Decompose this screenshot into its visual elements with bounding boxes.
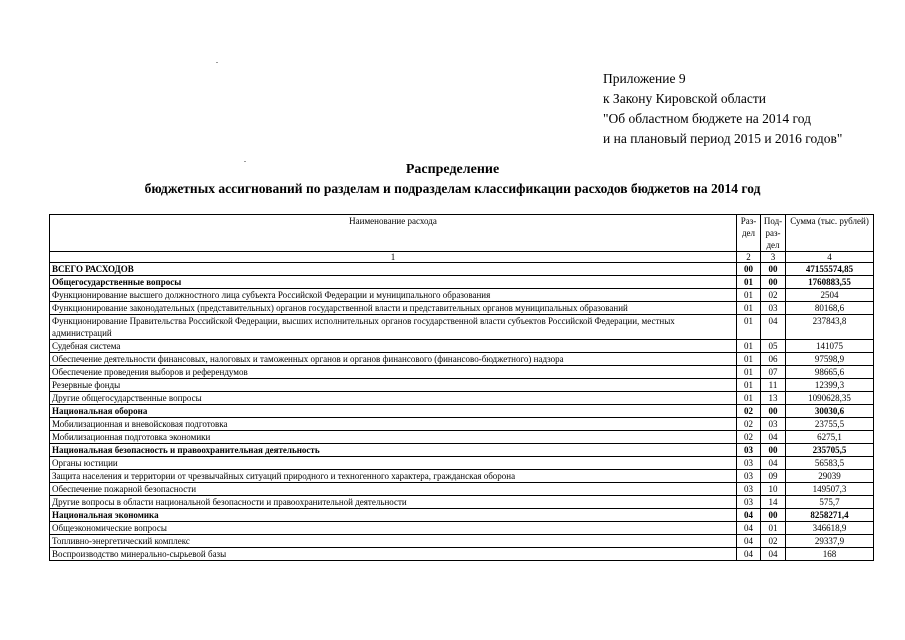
- row-section-cell: 03: [737, 444, 761, 457]
- row-section-cell: 01: [737, 340, 761, 353]
- column-number-row: [50, 252, 874, 263]
- row-sum-cell: 56583,5: [786, 457, 874, 470]
- row-sum-cell: 8258271,4: [786, 509, 874, 522]
- row-sum-cell: 149507,3: [786, 483, 874, 496]
- row-name-cell: Функционирование Правительства Российской Федерации, высших исполнительных органов государственной власти субъектов Российской Федерации, местных администраций: [50, 315, 737, 340]
- column-number-1: 1: [50, 252, 737, 263]
- table-row: [50, 405, 874, 418]
- row-section-cell: 01: [737, 379, 761, 392]
- table-row: [50, 392, 874, 405]
- row-name-cell: Воспроизводство минерально-сырьевой базы: [50, 548, 737, 561]
- table-row: [50, 353, 874, 366]
- row-name-cell: Другие вопросы в области национальной безопасности и правоохранительной деятельности: [50, 496, 737, 509]
- row-subsection-cell: 10: [761, 483, 786, 496]
- row-subsection-cell: 09: [761, 470, 786, 483]
- header-sum: Сумма (тыс. рублей): [786, 215, 874, 252]
- appendix-header: [603, 69, 842, 149]
- row-section-cell: 03: [737, 457, 761, 470]
- row-section-cell: 01: [737, 353, 761, 366]
- row-sum-cell: 235705,5: [786, 444, 874, 457]
- column-number-4: 4: [786, 252, 874, 263]
- row-sum-cell: 97598,9: [786, 353, 874, 366]
- table-row: [50, 276, 874, 289]
- row-sum-cell: 2504: [786, 289, 874, 302]
- row-sum-cell: 1760883,55: [786, 276, 874, 289]
- row-section-cell: 03: [737, 496, 761, 509]
- table-row: [50, 483, 874, 496]
- row-name-cell: Мобилизационная и вневойсковая подготовка: [50, 418, 737, 431]
- appendix-line-1: Приложение 9: [603, 71, 686, 86]
- header-section: Раз-дел: [737, 215, 761, 252]
- row-section-cell: 04: [737, 548, 761, 561]
- row-subsection-cell: 00: [761, 276, 786, 289]
- row-section-cell: 02: [737, 431, 761, 444]
- document-title: Распределение: [405, 162, 500, 177]
- row-section-cell: 01: [737, 392, 761, 405]
- row-subsection-cell: 11: [761, 379, 786, 392]
- table-row: [50, 302, 874, 315]
- table-row: [50, 431, 874, 444]
- row-sum-cell: 29039: [786, 470, 874, 483]
- row-sum-cell: 141075: [786, 340, 874, 353]
- row-section-cell: 01: [737, 366, 761, 379]
- row-section-cell: 02: [737, 418, 761, 431]
- row-subsection-cell: 04: [761, 457, 786, 470]
- row-name-cell: Обеспечение проведения выборов и референдумов: [50, 366, 737, 379]
- row-section-cell: 01: [737, 276, 761, 289]
- row-sum-cell: 23755,5: [786, 418, 874, 431]
- budget-table-body: [50, 215, 874, 561]
- row-name-cell: Судебная система: [50, 340, 737, 353]
- document-subtitle: бюджетных ассигнований по разделам и подразделам классификации расходов бюджетов на 2014 год: [144, 181, 761, 196]
- row-sum-cell: 575,7: [786, 496, 874, 509]
- row-name-cell: Общегосударственные вопросы: [50, 276, 737, 289]
- table-row: [50, 289, 874, 302]
- row-sum-cell: 30030,6: [786, 405, 874, 418]
- row-sum-cell: 1090628,35: [786, 392, 874, 405]
- table-row: [50, 444, 874, 457]
- row-subsection-cell: 02: [761, 535, 786, 548]
- row-subsection-cell: 03: [761, 302, 786, 315]
- table-row: [50, 457, 874, 470]
- row-sum-cell: 80168,6: [786, 302, 874, 315]
- row-subsection-cell: 01: [761, 522, 786, 535]
- row-sum-cell: 98665,6: [786, 366, 874, 379]
- row-subsection-cell: 04: [761, 315, 786, 340]
- row-subsection-cell: 03: [761, 418, 786, 431]
- row-name-cell: Топливно-энергетический комплекс: [50, 535, 737, 548]
- row-sum-cell: 346618,9: [786, 522, 874, 535]
- row-section-cell: 04: [737, 535, 761, 548]
- table-header-row: [50, 215, 874, 252]
- row-section-cell: 04: [737, 522, 761, 535]
- row-sum-cell: 168: [786, 548, 874, 561]
- table-row: [50, 263, 874, 276]
- row-name-cell: Национальная экономика: [50, 509, 737, 522]
- row-subsection-cell: 04: [761, 431, 786, 444]
- table-row: [50, 496, 874, 509]
- header-subsection: Под-раз-дел: [761, 215, 786, 252]
- appendix-line-4: и на плановый период 2015 и 2016 годов": [603, 131, 843, 146]
- table-row: [50, 340, 874, 353]
- table-row: [50, 470, 874, 483]
- row-subsection-cell: 00: [761, 263, 786, 276]
- table-row: [50, 548, 874, 561]
- row-subsection-cell: 14: [761, 496, 786, 509]
- row-name-cell: Защита населения и территории от чрезвычайных ситуаций природного и техногенного характера, гражданская оборона: [50, 470, 737, 483]
- row-sum-cell: 29337,9: [786, 535, 874, 548]
- row-name-cell: Резервные фонды: [50, 379, 737, 392]
- row-section-cell: 04: [737, 509, 761, 522]
- row-section-cell: 03: [737, 470, 761, 483]
- row-name-cell: Обеспечение деятельности финансовых, налоговых и таможенных органов и органов финансового (финансово-бюджетного) надзора: [50, 353, 737, 366]
- row-name-cell: Общеэкономические вопросы: [50, 522, 737, 535]
- row-section-cell: 01: [737, 302, 761, 315]
- row-sum-cell: 237843,8: [786, 315, 874, 340]
- appendix-line-2: к Закону Кировской области: [603, 91, 767, 106]
- row-name-cell: ВСЕГО РАСХОДОВ: [50, 263, 737, 276]
- row-name-cell: Органы юстиции: [50, 457, 737, 470]
- row-section-cell: 01: [737, 315, 761, 340]
- table-row: [50, 522, 874, 535]
- row-subsection-cell: 06: [761, 353, 786, 366]
- row-name-cell: Обеспечение пожарной безопасности: [50, 483, 737, 496]
- row-name-cell: Мобилизационная подготовка экономики: [50, 431, 737, 444]
- budget-table: [49, 214, 874, 561]
- table-row: [50, 418, 874, 431]
- row-section-cell: 02: [737, 405, 761, 418]
- row-name-cell: Национальная безопасность и правоохранительная деятельность: [50, 444, 737, 457]
- column-number-3: 3: [761, 252, 786, 263]
- row-sum-cell: 6275,1: [786, 431, 874, 444]
- row-subsection-cell: 00: [761, 405, 786, 418]
- row-subsection-cell: 05: [761, 340, 786, 353]
- row-sum-cell: 47155574,85: [786, 263, 874, 276]
- row-subsection-cell: 07: [761, 366, 786, 379]
- row-subsection-cell: 00: [761, 509, 786, 522]
- column-number-2: 2: [737, 252, 761, 263]
- row-name-cell: Другие общегосударственные вопросы: [50, 392, 737, 405]
- table-row: [50, 315, 874, 340]
- row-name-cell: Функционирование законодательных (представительных) органов государственной власти и представительных органов муниципальных образований: [50, 302, 737, 315]
- row-subsection-cell: 04: [761, 548, 786, 561]
- row-section-cell: 03: [737, 483, 761, 496]
- row-section-cell: 00: [737, 263, 761, 276]
- row-section-cell: 01: [737, 289, 761, 302]
- header-name: Наименование расхода: [50, 215, 737, 252]
- table-row: [50, 535, 874, 548]
- row-sum-cell: 12399,3: [786, 379, 874, 392]
- appendix-line-3: "Об областном бюджете на 2014 год: [603, 111, 811, 126]
- row-name-cell: Функционирование высшего должностного лица субъекта Российской Федерации и муниципального образования: [50, 289, 737, 302]
- row-subsection-cell: 00: [761, 444, 786, 457]
- table-row: [50, 366, 874, 379]
- table-row: [50, 509, 874, 522]
- row-name-cell: Национальная оборона: [50, 405, 737, 418]
- table-row: [50, 379, 874, 392]
- row-subsection-cell: 02: [761, 289, 786, 302]
- row-subsection-cell: 13: [761, 392, 786, 405]
